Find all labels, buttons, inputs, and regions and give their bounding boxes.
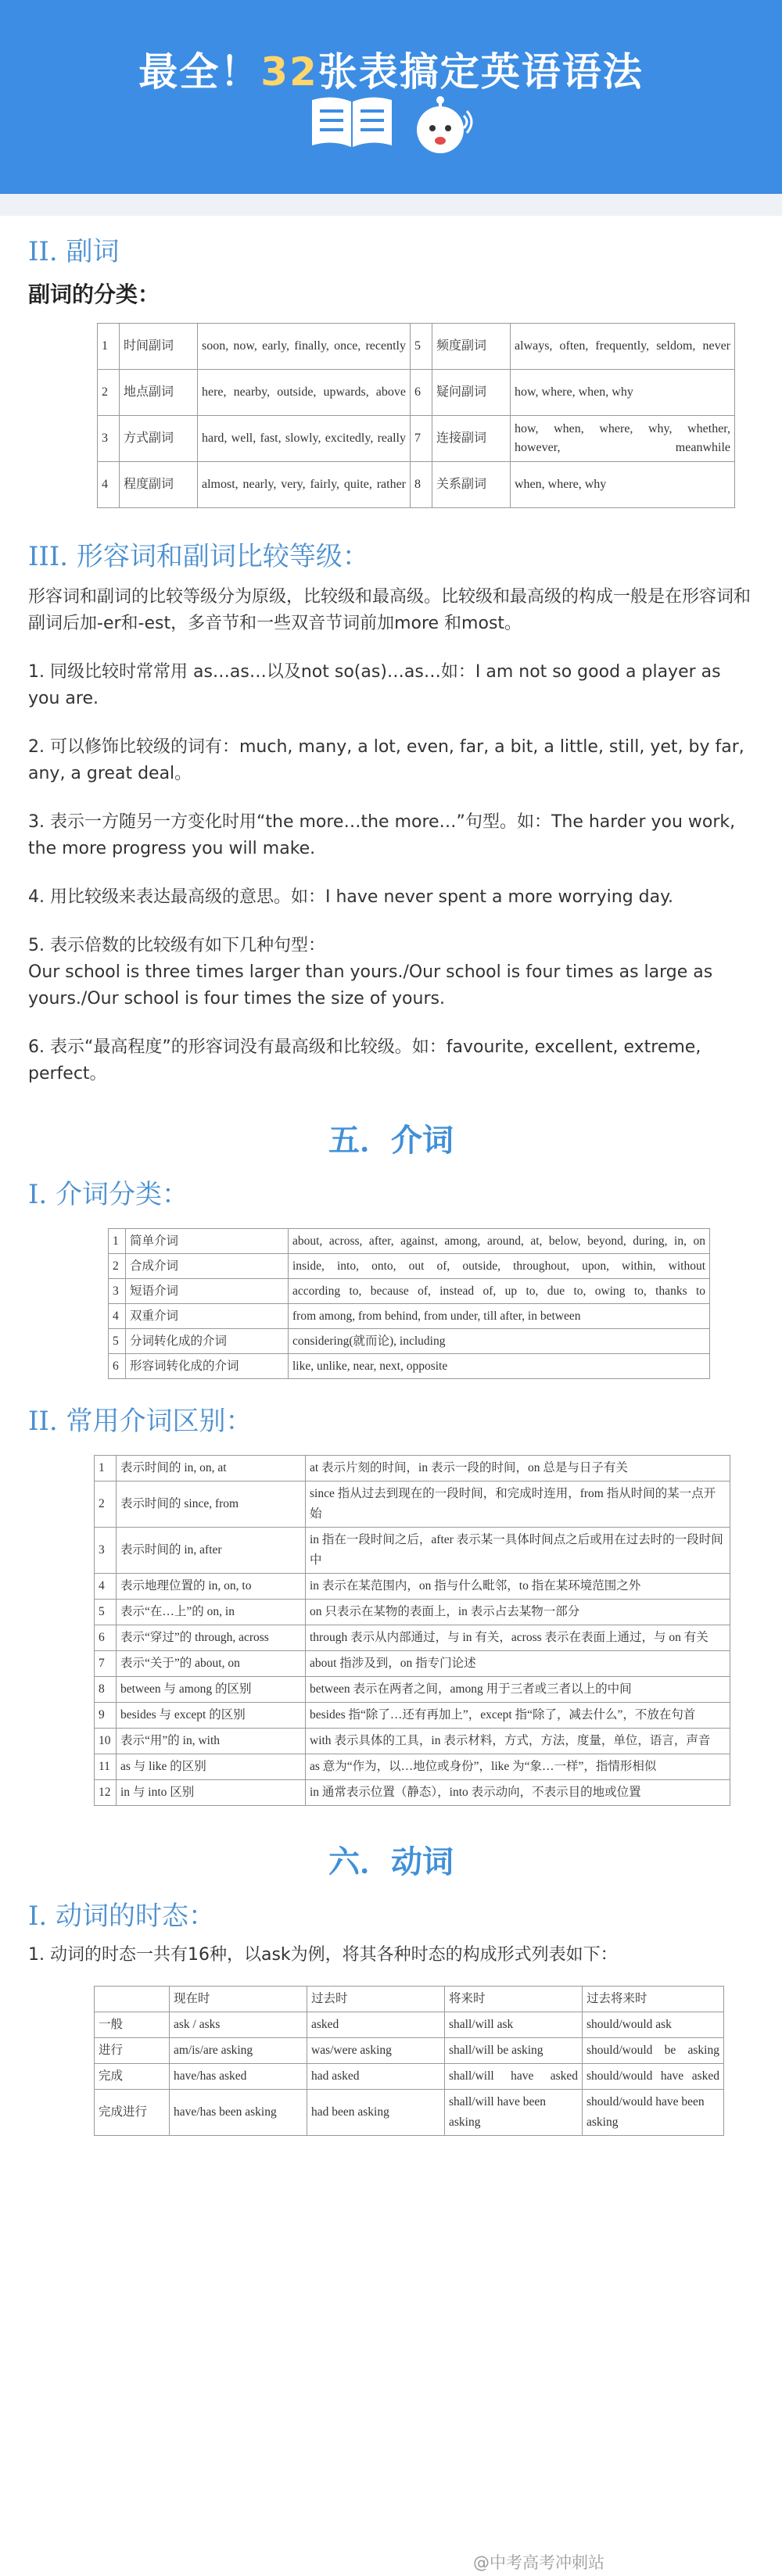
table-row: 2 地点副词 here, nearby, outside, upwards, above 6 疑问副词 how, where, when, why: [98, 370, 735, 416]
table-row: 4 程度副词 almost, nearly, very, fairly, quite, rather 8 关系副词 when, where, why: [98, 462, 735, 508]
mascot-icon: [412, 94, 473, 158]
table-row: 8 between 与 among 的区别 between 表示在两者之间，among 用于三者或三者以上的中间: [95, 1677, 730, 1703]
table-row: 3 方式副词 hard, well, fast, slowly, excitedly, really 7 连接副词 how, when, where, why, whether, however, meanwhile: [98, 416, 735, 462]
table-row: 3 短语介词 according to, because of, instead of, up to, due to, owing to, thanks to: [109, 1279, 710, 1304]
table-row: 9 besides 与 except 的区别 besides 指“除了…还有再加上”，except 指“除了，减去什么”，不放在句首: [95, 1703, 730, 1729]
book-icon: [309, 94, 395, 150]
comparison-heading: III. 形容词和副词比较等级：: [28, 541, 369, 572]
main-content: [0, 230, 782, 2136]
table-row: 12 in 与 into 区别 in 通常表示位置（静态），into 表示动向，不表示目的地或位置: [95, 1780, 730, 1806]
table-row: 3 表示时间的 in, after in 指在一段时间之后，after 表示某一具体时间点之后或用在过去时的一段时间中: [95, 1528, 730, 1574]
banner-title: 最全！32张表搞定英语语法: [138, 49, 644, 95]
comparison-intro: 形容词和副词的比较等级分为原级，比较级和最高级。比较级和最高级的构成一般是在形容词和副词后加-er和-est，多音节和一些双音节词前加more 和most。: [28, 587, 752, 633]
comparison-point-5-body: Our school is three times larger than yours./Our school is four times as large as yours./Our school is four times the size of yours.: [28, 962, 713, 1009]
verb-tense-table: [94, 1986, 724, 2136]
table-row: 2 表示时间的 since, from since 指从过去到现在的一段时间，和完成时连用，from 指从时间的某一点开始: [95, 1481, 730, 1528]
table-row: 11 as 与 like 的区别 as 意为“作为，以…地位或身份”，like 为“象…一样”，指情形相似: [95, 1754, 730, 1780]
table-row: 2 合成介词 inside, into, onto, out of, outside, throughout, upon, within, without: [109, 1254, 710, 1279]
comparison-point-4: 4. 用比较级来表达最高级的意思。如：I have never spent a more worrying day.: [28, 887, 674, 907]
table-row: 完成 have/has asked had asked shall/will have asked should/would have asked: [95, 2064, 724, 2090]
table-row: 1 简单介词 about, across, after, against, among, around, at, below, beyond, during, in, on: [109, 1229, 710, 1254]
prep-types-table: [108, 1228, 710, 1379]
comparison-point-5-title: 5. 表示倍数的比较级有如下几种句型：: [28, 936, 325, 955]
prep-diff-heading: II. 常用介词区别：: [28, 1406, 253, 1437]
comparison-point-3: 3. 表示一方随另一方变化时用“the more…the more…”句型。如：The harder you work, the more progress you will make.: [28, 812, 736, 858]
verb-tense-intro: 1. 动词的时态一共有16种，以ask为例，将其各种时态的构成形式列表如下：: [28, 1945, 618, 1965]
table-row: 4 表示地理位置的 in, on, to in 表示在某范围内，on 指与什么毗邻，to 指在某环境范围之外: [95, 1574, 730, 1600]
table-row: 7 表示“关于”的 about, on about 指涉及到，on 指专门论述: [95, 1651, 730, 1677]
divider: [0, 194, 782, 216]
table-row: 6 形容词转化成的介词 like, unlike, near, next, opposite: [109, 1354, 710, 1379]
prep-types-heading: I. 介词分类：: [28, 1179, 189, 1210]
chapter-preposition-title: 五．介词: [328, 1123, 454, 1159]
prep-diff-table: [94, 1455, 730, 1806]
table-row: 6 表示“穿过”的 through, across through 表示从内部通过，与 in 有关，across 表示在表面上通过，与 on 有关: [95, 1625, 730, 1651]
adverb-heading: II. 副词: [28, 236, 120, 267]
adverb-subheading: 副词的分类：: [28, 281, 160, 307]
table-header-row: 现在时 过去时 将来时 过去将来时: [95, 1987, 724, 2012]
table-row: 10 表示“用”的 in, with with 表示具体的工具，in 表示材料，方式，方法，度量，单位，语言，声音: [95, 1729, 730, 1754]
comparison-point-1: 1. 同级比较时常常用 as…as…以及not so(as)…as…如：I am not so good a player as you are.: [28, 662, 721, 708]
table-row: 5 分词转化成的介词 considering(就而论), including: [109, 1329, 710, 1354]
watermark: @中考高考冲刺站: [473, 2553, 604, 2572]
comparison-point-2: 2. 可以修饰比较级的词有：much, many, a lot, even, far, a bit, a little, still, yet, by far, any, a great deal。: [28, 737, 744, 783]
comparison-point-6: 6. 表示“最高程度”的形容词没有最高级和比较级。如：favourite, excellent, extreme, perfect。: [28, 1037, 701, 1084]
table-row: 1 表示时间的 in, on, at at 表示片刻的时间，in 表示一段的时间，on 总是与日子有关: [95, 1456, 730, 1481]
verb-tense-heading: I. 动词的时态：: [28, 1901, 216, 1932]
table-row: 1 时间副词 soon, now, early, finally, once, recently 5 频度副词 always, often, frequently, seldom, never: [98, 324, 735, 370]
table-row: 完成进行 have/has been asking had been asking shall/will have been asking should/would have been asking: [95, 2090, 724, 2136]
table-row: 4 双重介词 from among, from behind, from under, till after, in between: [109, 1304, 710, 1329]
adverb-table: [97, 323, 735, 508]
chapter-verb-title: 六．动词: [328, 1844, 454, 1880]
table-row: 进行 am/is/are asking was/were asking shall/will be asking should/would be asking: [95, 2038, 724, 2064]
table-row: 5 表示“在…上”的 on, in on 只表示在某物的表面上，in 表示占去某物一部分: [95, 1600, 730, 1625]
header-banner: [0, 0, 782, 194]
table-row: 一般 ask / asks asked shall/will ask should/would ask: [95, 2012, 724, 2038]
